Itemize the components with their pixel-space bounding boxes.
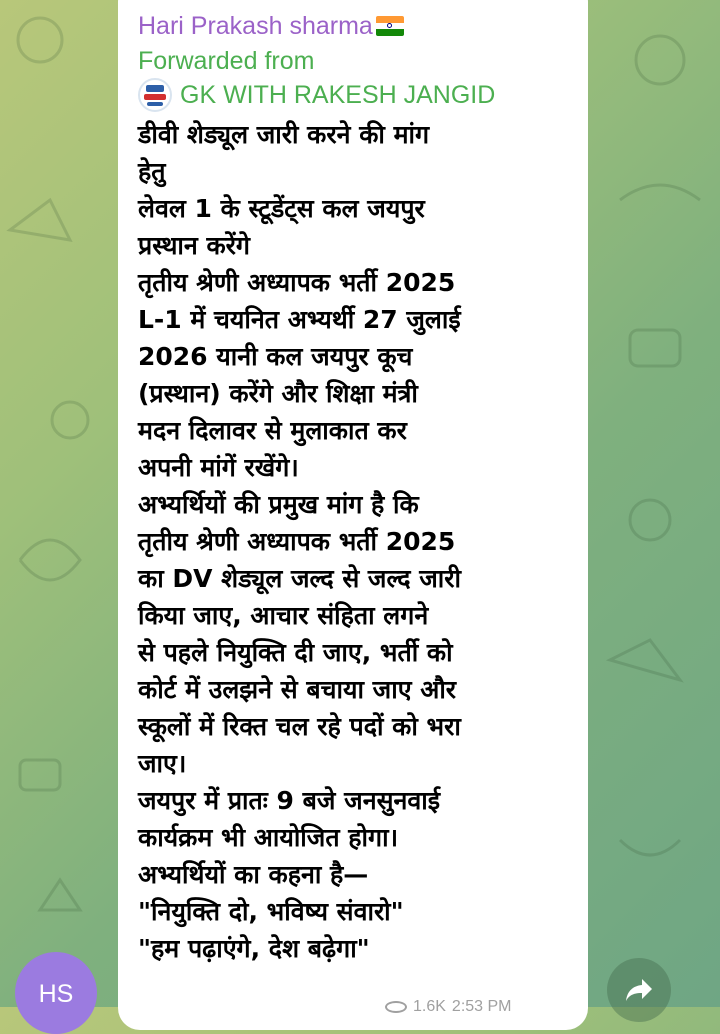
message-line: डीवी शेड्यूल जारी करने की मांग [138,120,430,149]
message-text [138,116,572,967]
forwarded-channel[interactable] [138,78,572,112]
message-line: L-1 में चयनित अभ्यर्थी 27 जुलाई [138,305,461,334]
message-line: कोर्ट में उलझने से बचाया जाए और [138,675,457,704]
message-line: कार्यक्रम भी आयोजित होगा। [138,823,399,852]
message-line: (प्रस्थान) करेंगे और शिक्षा मंत्री [138,379,418,408]
message-line: जाए। [138,749,187,778]
message-time: 2:53 PM [451,998,512,1015]
message-line: से पहले नियुक्ति दी जाए, भर्ती को [138,638,453,667]
message-line: अभ्यर्थियों की प्रमुख मांग है कि [138,490,419,519]
avatar-initials: HS [38,980,74,1008]
message-line: स्कूलों में रिक्त चल रहे पदों को भरा [138,712,461,741]
india-flag-icon [376,16,404,36]
channel-name[interactable]: GK WITH RAKESH JANGID [180,81,496,109]
eye-icon [385,1001,407,1013]
message-line: "नियुक्ति दो, भविष्य संवारो" [138,897,404,926]
message-line: हेतु [138,157,166,186]
message-line: अभ्यर्थियों का कहना है— [138,860,369,889]
message-line: 2026 यानी कल जयपुर कूच [138,342,413,371]
message-line: लेवल 1 के स्टूडेंट्स कल जयपुर [138,194,425,223]
message-line: मदन दिलावर से मुलाकात कर [138,416,407,445]
message-line: अपनी मांगें रखेंगे। [138,453,299,482]
message-bubble[interactable] [118,0,588,1030]
share-arrow-icon [624,977,654,1003]
message-line: जयपुर में प्रातः 9 बजे जनसुनवाई [138,786,441,815]
channel-avatar[interactable] [138,78,172,112]
message-line: किया जाए, आचार संहिता लगने [138,601,429,630]
message-line: प्रस्थान करेंगे [138,231,250,260]
forwarded-label: Forwarded from [138,47,315,75]
message-meta [385,998,512,1016]
message-line: तृतीय श्रेणी अध्यापक भर्ती 2025 [138,527,456,556]
sender-name[interactable]: Hari Prakash sharma [138,12,373,40]
view-count: 1.6K [413,998,446,1015]
message-line: का DV शेड्यूल जल्द से जल्द जारी [138,564,461,593]
message-line: तृतीय श्रेणी अध्यापक भर्ती 2025 [138,268,456,297]
sender-avatar[interactable] [15,952,97,1034]
share-button[interactable] [607,958,671,1022]
message-line: "हम पढ़ाएंगे, देश बढ़ेगा" [138,934,370,963]
sender-name-row[interactable] [138,10,572,42]
